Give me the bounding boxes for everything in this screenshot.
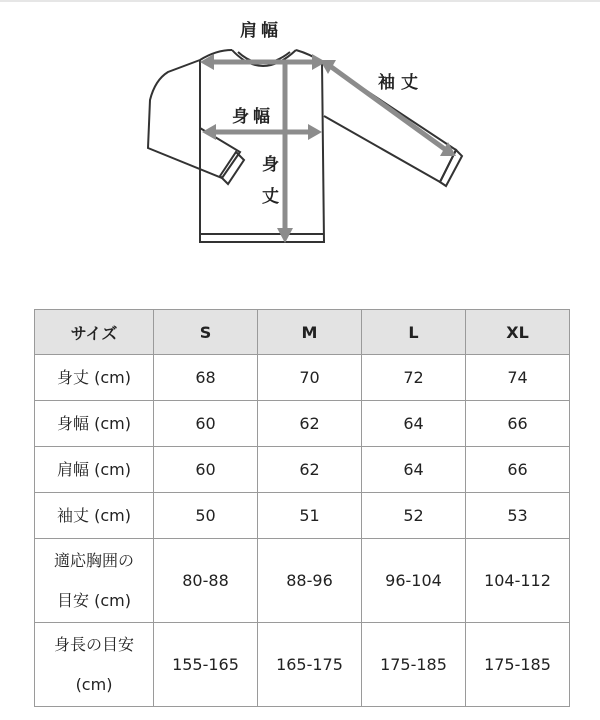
body-width-label: 身幅 [232,107,274,127]
table-cell: 66 [466,447,570,493]
body-width-arrowhead-right [308,124,322,140]
table-row [35,539,570,623]
table-cell: 72 [362,355,466,401]
table-cell: 52 [362,493,466,539]
table-cell: 104-112 [466,539,570,623]
row-label-line: 適応胸囲の [53,550,134,570]
header-size: サイズ [35,310,154,355]
table-cell: 175-185 [466,623,570,707]
table-row [35,447,570,493]
shoulder-width-label: 肩幅 [240,21,282,41]
length-arrowhead-bottom [277,228,293,243]
table-cell: 175-185 [362,623,466,707]
header-l: L [362,310,466,355]
table-row [35,401,570,447]
row-label-line: 目安 (cm) [57,590,131,610]
table-cell: 51 [258,493,362,539]
table-cell: 155-165 [154,623,258,707]
table-cell: 53 [466,493,570,539]
table-cell: 88-96 [258,539,362,623]
table-row [35,493,570,539]
table-cell: 62 [258,401,362,447]
table-cell: 74 [466,355,570,401]
row-label-line: (cm) [75,674,113,694]
table-row [35,623,570,707]
length-label-bottom: 丈 [262,187,279,207]
table-cell: 165-175 [258,623,362,707]
table-cell: 64 [362,401,466,447]
row-label [35,623,154,707]
table-cell: 62 [258,447,362,493]
sleeve-length-label: 袖丈 [378,73,424,93]
row-label: 身丈 (cm) [35,355,154,401]
header-s: S [154,310,258,355]
row-label: 身幅 (cm) [35,401,154,447]
table-cell: 50 [154,493,258,539]
size-chart-table [34,309,570,707]
table-cell: 96-104 [362,539,466,623]
table-cell: 64 [362,447,466,493]
table-cell: 60 [154,447,258,493]
shirt-diagram-svg [0,0,600,260]
shirt-measurement-diagram [0,0,600,260]
table-header-row [35,310,570,355]
body-width-arrowhead-left [202,124,216,140]
table-cell: 66 [466,401,570,447]
row-label: 肩幅 (cm) [35,447,154,493]
table-row [35,355,570,401]
table-cell: 60 [154,401,258,447]
row-label: 袖丈 (cm) [35,493,154,539]
table-cell: 70 [258,355,362,401]
table-cell: 68 [154,355,258,401]
header-m: M [258,310,362,355]
length-label-top: 身 [262,155,279,175]
header-xl: XL [466,310,570,355]
row-label [35,539,154,623]
row-label-line: 身長の目安 [53,634,134,654]
table-cell: 80-88 [154,539,258,623]
